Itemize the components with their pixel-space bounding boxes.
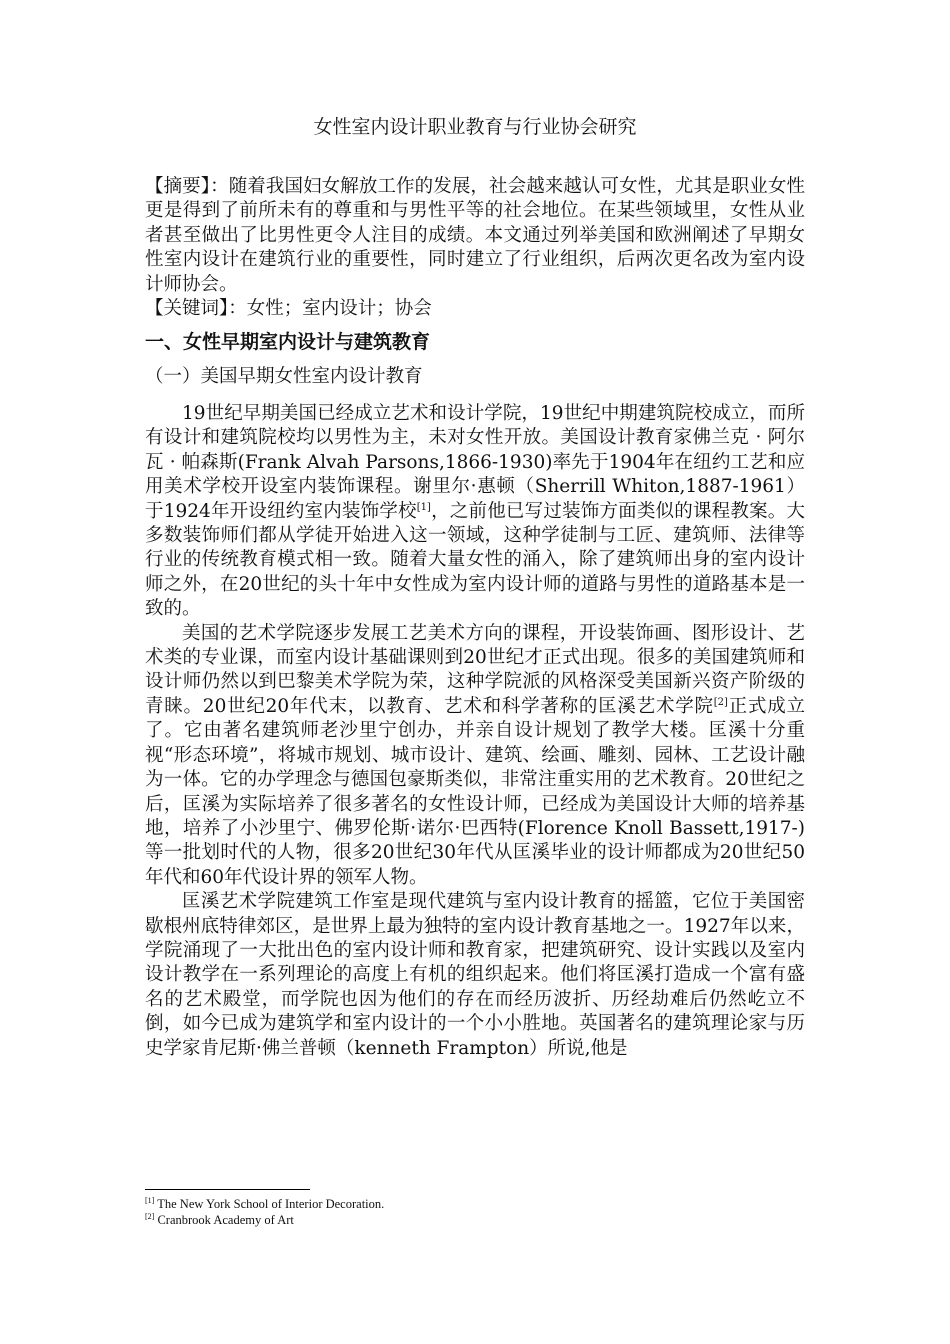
- footnotes: [145, 1196, 805, 1228]
- footnote-divider: [145, 1189, 310, 1190]
- keywords-text: 【关键词】：女性；室内设计；协会: [145, 298, 432, 320]
- footnote-ref-1: [1]: [416, 501, 431, 513]
- footnote-1-text: The New York School of Interior Decoration.: [154, 1197, 385, 1211]
- paragraph-2: [145, 622, 805, 890]
- body-text: [145, 402, 805, 1061]
- abstract-text: 【摘要】：随着我国妇女解放工作的发展，社会越来越认可女性，尤其是职业女性更是得到了前所未有的尊重和与男性平等的社会地位。在某些领域里，女性从业者甚至做出了比男性更令人注目的成绩。本文通过列举美国和欧洲阐述了早期女性室内设计在建筑行业的重要性，同时建立了行业组织，后两次更名改为室内设计师协会。: [145, 176, 805, 295]
- paragraph-1-text-b: ，之前他已写过装饰方面类似的课程教案。大多数装饰师们都从学徒开始进入这一领域，这种学徒制与工匠、建筑师、法律等行业的传统教育模式相一致。随着大量女性的涌入，除了建筑师出身的室内设计师之外，在20世纪的头十年中女性成为室内设计师的道路与男性的道路基本是一致的。: [145, 500, 805, 620]
- footnote-ref-2: [2]: [713, 696, 728, 708]
- footnote-1: [145, 1196, 805, 1212]
- paragraph-2-text-b: 正式成立了。它由著名建筑师老沙里宁创办，并亲自设计规划了教学大楼。匡溪十分重视“形态环境”，将城市规划、城市设计、建筑、绘画、雕刻、园林、工艺设计融为一体。它的办学理念与德国包豪斯类似，非常注重实用的艺术教育。20世纪之后，匡溪为实际培养了很多著名的女性设计师，已经成为美国设计大师的培养基地，培养了小沙里宁、佛罗伦斯·诺尔·巴西特(Florence Knoll Bassett,1917-)等一批划时代的人物，很多20世纪30年代从匡溪毕业的设计师都成为20世纪50年代和60年代设计界的领军人物。: [145, 695, 805, 888]
- paragraph-2-text-a: 美国的艺术学院逐步发展工艺美术方向的课程，开设装饰画、图形设计、艺术类的专业课，而室内设计基础课则到20世纪才正式出现。很多的美国建筑师和设计师仍然以到巴黎美术学院为荣，这种学院派的风格深受美国新兴资产阶级的青睐。20世纪20年代末，以教育、艺术和科学著称的匡溪艺术学院: [145, 622, 805, 717]
- paragraph-1: [145, 402, 805, 622]
- footnote-2-mark: [2]: [145, 1211, 155, 1221]
- paragraph-3: 匡溪艺术学院建筑工作室是现代建筑与室内设计教育的摇篮，它位于美国密歇根州底特律郊区，是世界上最为独特的室内设计教育基地之一。1927年以来，学院涌现了一大批出色的室内设计师和教育家，把建筑研究、设计实践以及室内设计教学在一系列理论的高度上有机的组织起来。他们将匡溪打造成一个富有盛名的艺术殿堂，而学院也因为他们的存在而经历波折、历经劫难后仍然屹立不倒，如今已成为建筑学和室内设计的一个小小胜地。英国著名的建筑理论家与历史学家肯尼斯·佛兰普顿（kenneth Frampton）所说,他是: [145, 891, 805, 1059]
- subsection-heading: （一）美国早期女性室内设计教育: [145, 366, 423, 387]
- abstract-block: [145, 175, 805, 321]
- paragraph-1-text-a: 19世纪早期美国已经成立艺术和设计学院，19世纪中期建筑院校成立，而所有设计和建筑院校均以男性为主，未对女性开放。美国设计教育家佛兰克 · 阿尔瓦 · 帕森斯(Frank Alvah Parsons,1866-1930)率先于1904年在纽约工艺和应用美术学校开设室内装饰课程。谢里尔·惠顿（Sherrill Whiton,1887-1961）于1924年开设纽约室内装饰学校: [145, 403, 805, 522]
- section-heading: 一、女性早期室内设计与建筑教育: [145, 331, 431, 353]
- footnote-2: [145, 1212, 805, 1228]
- footnote-2-text: Cranbrook Academy of Art: [154, 1213, 294, 1227]
- footnote-1-mark: [1]: [145, 1195, 155, 1205]
- document-title: 女性室内设计职业教育与行业协会研究: [313, 116, 637, 138]
